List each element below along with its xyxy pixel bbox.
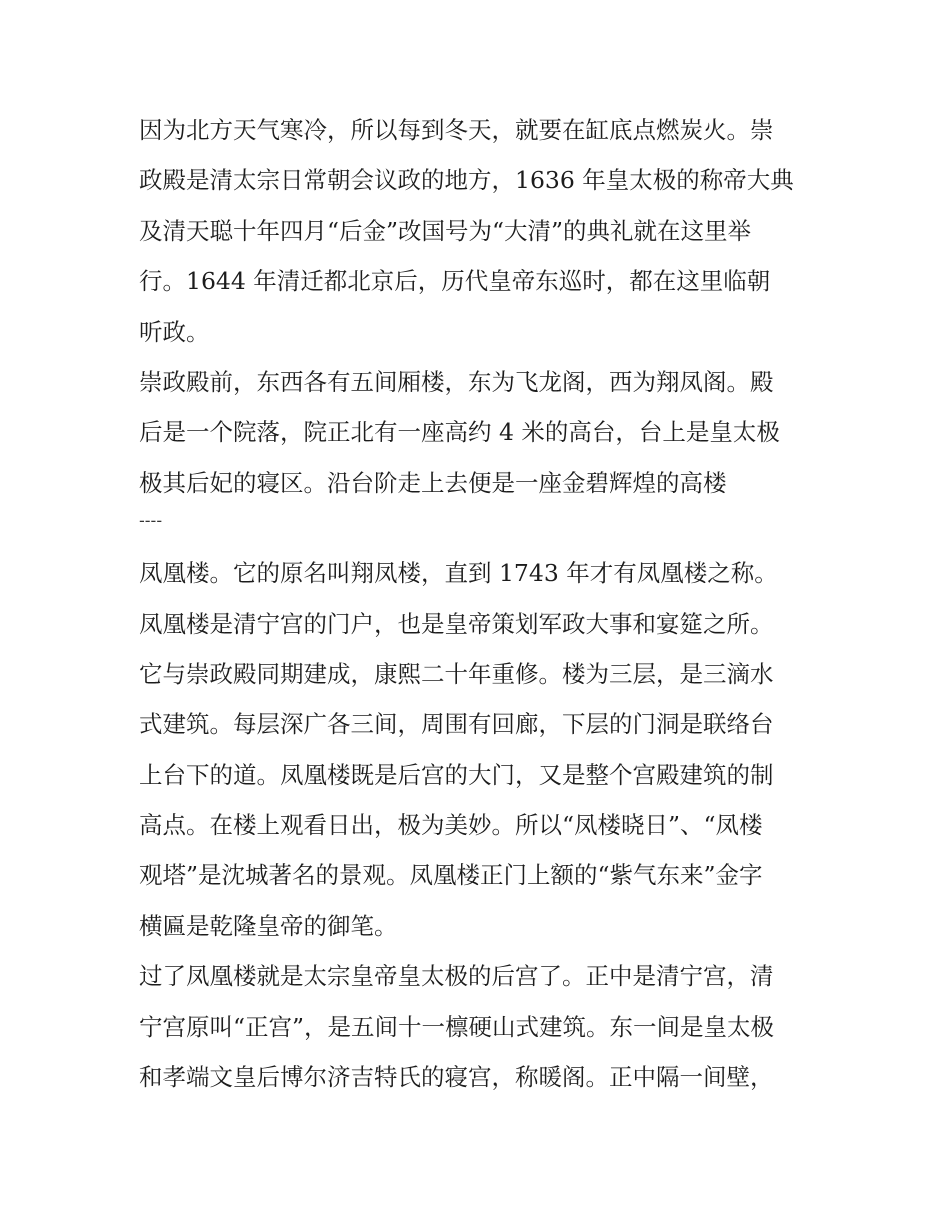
text-line: 凤凰楼是清宁宫的门户，也是皇帝策划军政大事和宴筵之所。 [139, 609, 774, 638]
text-line: 极其后妃的寝区。沿台阶走上去便是一座金碧辉煌的高楼 [139, 468, 727, 497]
text-line: 观塔”是沈城著名的景观。凤凰楼正门上额的“紫气东来”金字 [139, 861, 763, 890]
text-line: 政殿是清太宗日常朝会议政的地方，1636 年皇太极的称帝大典 [139, 166, 794, 195]
text-line: 凤凰楼。它的原名叫翔凤楼，直到 1743 年才有凤凰楼之称。 [139, 559, 778, 588]
paragraph-side-pavilions [139, 357, 839, 508]
text-line: 和孝端文皇后博尔济吉特氏的寝宫，称暖阁。正中隔一间壁， [139, 1063, 774, 1092]
text-line: 后是一个院落，院正北有一座高约 4 米的高台，台上是皇太极 [139, 418, 780, 447]
text-line: 它与崇政殿同期建成，康熙二十年重修。楼为三层，是三滴水 [139, 659, 774, 688]
paragraph-phoenix-tower [139, 599, 839, 952]
text-line: 式建筑。每层深广各三间，周围有回廊，下层的门洞是联络台 [139, 710, 774, 739]
document-body [139, 105, 839, 1102]
text-line: 上台下的道。凤凰楼既是后宫的大门，又是整个宫殿建筑的制 [139, 760, 774, 789]
text-line: 行。1644 年清迁都北京后，历代皇帝东巡时，都在这里临朝 [139, 267, 771, 296]
text-line: 崇政殿前，东西各有五间厢楼，东为飞龙阁，西为翔凤阁。殿 [139, 367, 774, 396]
paragraph-phoenix-tower-name [139, 548, 839, 598]
paragraph-chongzheng-hall [139, 105, 839, 357]
text-line: 听政。 [139, 317, 210, 346]
text-line: 因为北方天气寒冷，所以每到冬天，就要在缸底点燃炭火。崇 [139, 116, 774, 144]
text-line: 宁宫原叫“正宫”，是五间十一檩硬山式建筑。东一间是皇太极 [139, 1012, 775, 1041]
text-line: 过了凤凰楼就是太宗皇帝皇太极的后宫了。正中是清宁宫，清 [139, 962, 774, 991]
page-break-separator: ---- [139, 511, 163, 531]
paragraph-qingning-palace [139, 951, 839, 1102]
text-line: 及清天聪十年四月“后金”改国号为“大清”的典礼就在这里举 [139, 216, 752, 245]
text-line: 高点。在楼上观看日出，极为美妙。所以“凤楼晓日”、“凤楼 [139, 811, 763, 840]
text-line: 横匾是乾隆皇帝的御笔。 [139, 911, 398, 940]
